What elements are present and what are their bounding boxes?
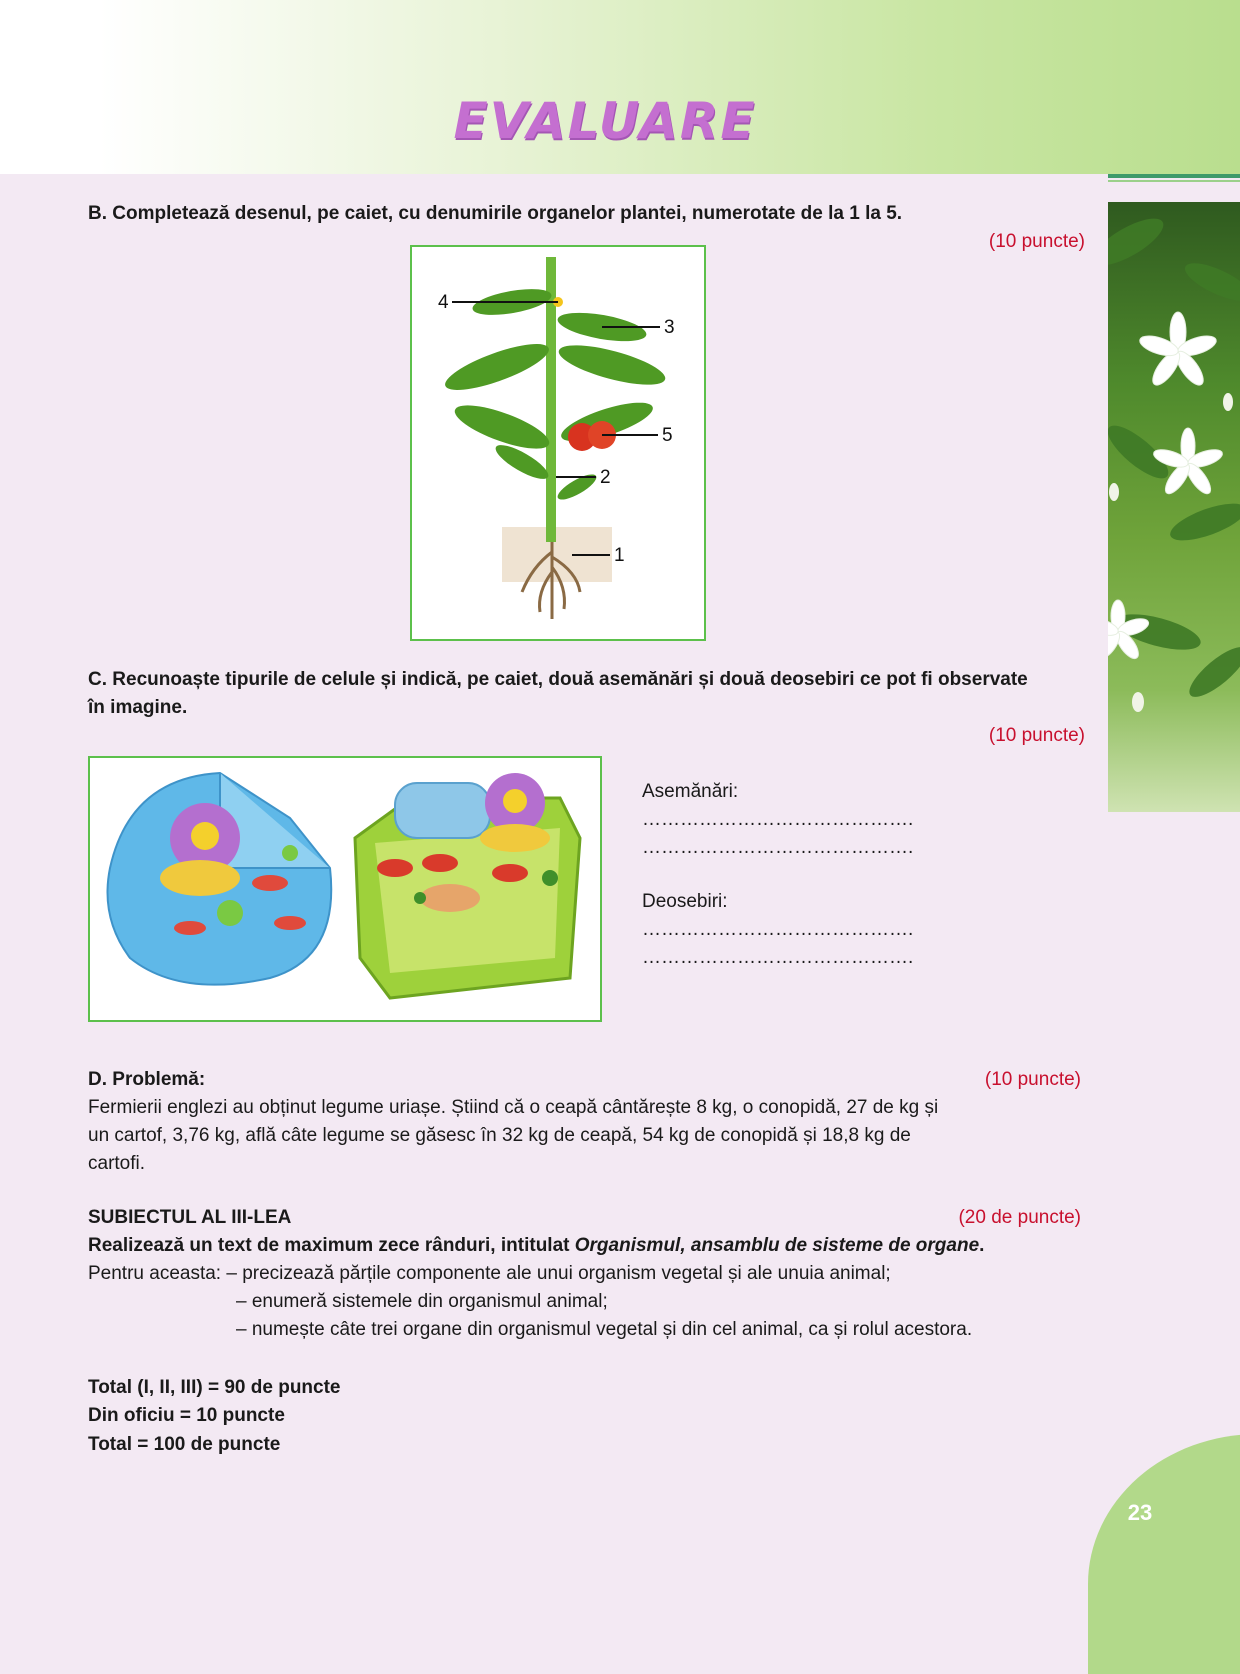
plant-diagram xyxy=(412,247,704,639)
animal-cell xyxy=(108,773,332,985)
page-corner xyxy=(1088,1434,1240,1674)
page-title: EVALUARE xyxy=(453,92,757,150)
plant-label-2: 2 xyxy=(600,467,611,488)
plant-cell xyxy=(355,773,580,998)
section-b-points: (10 puncte) xyxy=(988,231,1085,252)
subject3-points: (20 de puncte) xyxy=(958,1207,1081,1228)
header-stripe xyxy=(1108,174,1240,178)
cells-image-frame xyxy=(88,756,602,1022)
differences-dots-2: ……………………………………. xyxy=(642,947,914,968)
plant-label-4: 4 xyxy=(438,292,449,313)
page-header xyxy=(0,0,1240,174)
subject3-task-prefix: Realizează un text de maximum zece rânduri, intitulat xyxy=(88,1235,575,1256)
section-c-instruction-line2: în imagine. xyxy=(88,697,188,718)
plant-label-5: 5 xyxy=(662,425,673,446)
section-c-points: (10 puncte) xyxy=(988,725,1085,746)
section-d-title: D. Problemă: xyxy=(88,1069,206,1090)
total-line1: Total (I, II, III) = 90 de puncte xyxy=(88,1377,341,1398)
plant-label-3: 3 xyxy=(664,317,675,338)
similarities-label: Asemănări: xyxy=(642,781,739,802)
subject3-task-suffix: . xyxy=(979,1235,985,1256)
total-line2: Din oficiu = 10 puncte xyxy=(88,1405,285,1426)
section-d-text-line1: Fermierii englezi au obținut legume uriașe. Știind că o ceapă cântărește 8 kg, o conopidă, 27 de kg și xyxy=(88,1097,939,1118)
page-number: 23 xyxy=(1127,1500,1153,1525)
subject3-bullet3: – numește câte trei organe din organismul vegetal și din cel animal, ca și rolul acestora. xyxy=(236,1319,973,1340)
differences-dots-1: ……………………………………. xyxy=(642,919,914,940)
section-d-points: (10 puncte) xyxy=(984,1069,1081,1090)
similarities-dots-1: ……………………………………. xyxy=(642,809,914,830)
subject3-task-title: Organismul, ansamblu de sisteme de organe xyxy=(574,1235,980,1256)
subject3-intro: Pentru aceasta: – precizează părțile componente ale unui organism vegetal și ale unuia animal; xyxy=(88,1263,891,1284)
subject3-task xyxy=(88,1232,984,1260)
differences-label: Deosebiri: xyxy=(642,891,728,912)
plant-diagram-frame xyxy=(410,245,706,641)
section-c-instruction-line1: C. Recunoaște tipurile de celule și indică, pe caiet, două asemănări și două deosebiri ce pot fi observate xyxy=(88,669,1028,690)
plant-label-1: 1 xyxy=(614,545,625,566)
section-d-text-line3: cartofi. xyxy=(88,1153,146,1174)
total-line3: Total = 100 de puncte xyxy=(88,1434,281,1455)
similarities-dots-2: ……………………………………. xyxy=(642,837,914,858)
subject3-bullet2: – enumeră sistemele din organismul animal; xyxy=(236,1291,608,1312)
subject3-title: SUBIECTUL AL III-LEA xyxy=(88,1207,292,1228)
header-stripe-light xyxy=(1108,180,1240,182)
cells-illustration xyxy=(90,758,600,1020)
section-b-instruction: B. Completează desenul, pe caiet, cu denumirile organelor plantei, numerotate de la 1 la 5. xyxy=(88,203,903,224)
section-d-text-line2: un cartof, 3,76 kg, află câte legume se găsesc în 32 kg de ceapă, 54 kg de conopidă și 18,8 kg de xyxy=(88,1125,911,1146)
side-flower-photo xyxy=(1108,202,1240,812)
jasmine-illustration xyxy=(1108,202,1240,812)
